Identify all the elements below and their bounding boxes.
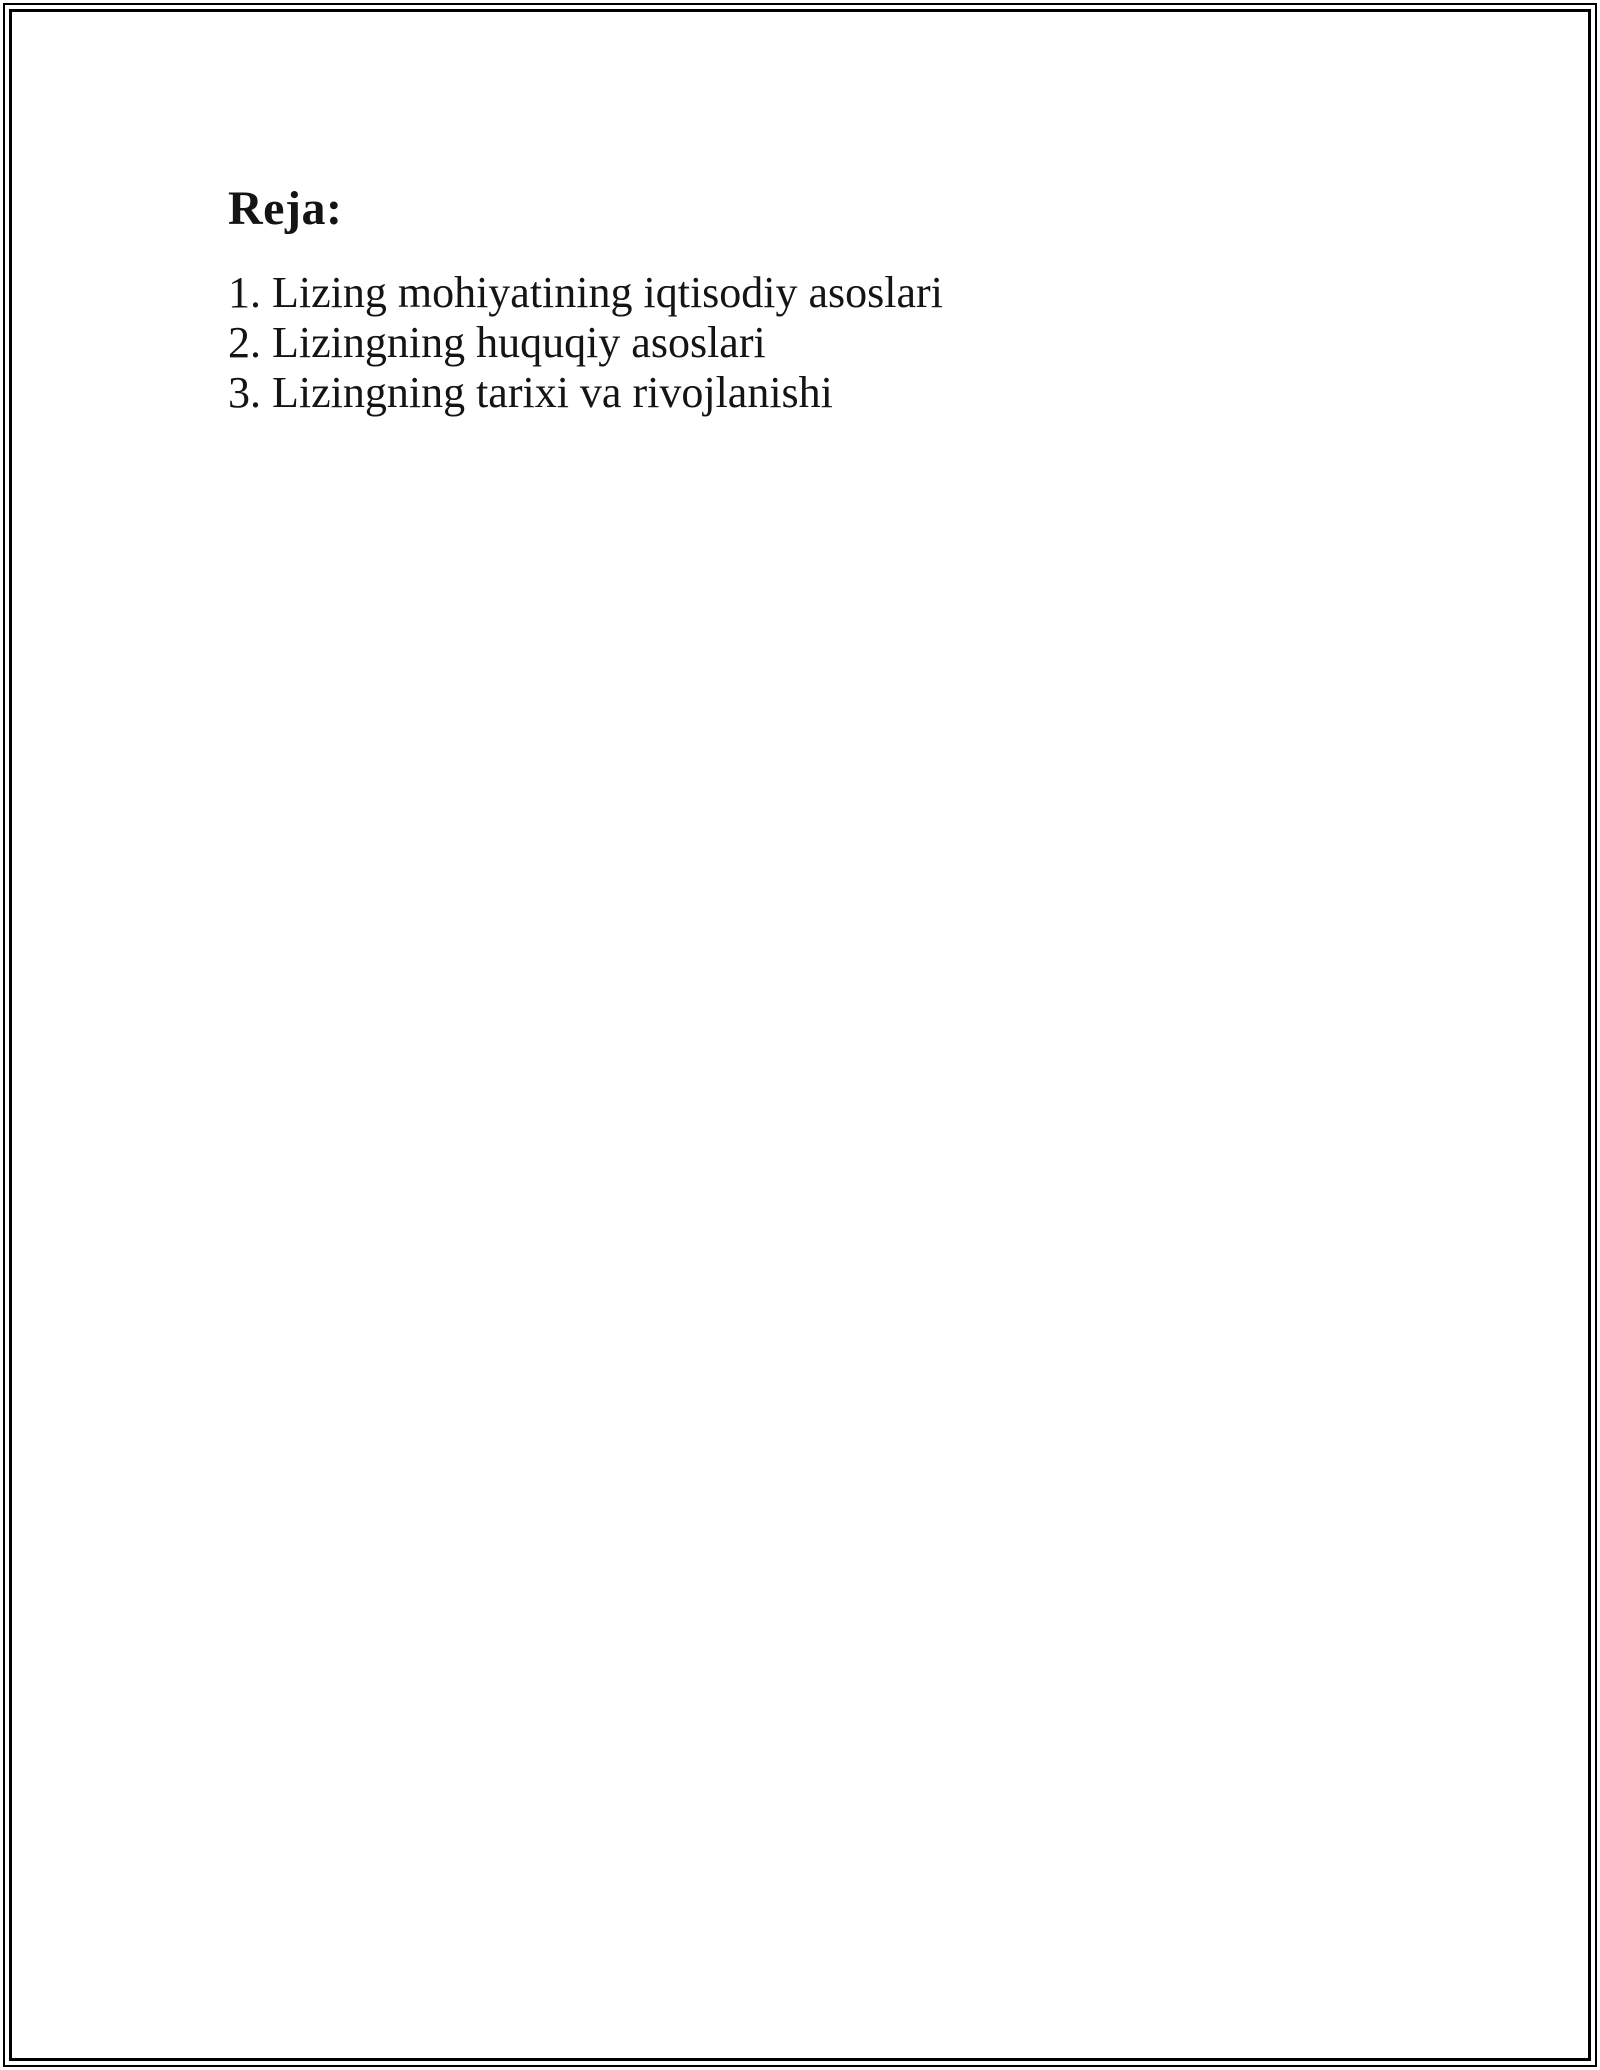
list-item: [228, 268, 1490, 318]
list-item-number: 2.: [228, 318, 261, 367]
list-item-number: 1.: [228, 268, 261, 317]
list-item-text: Lizingning huquqiy asoslari: [272, 318, 766, 367]
list-item: [228, 368, 1490, 418]
plan-list: [228, 268, 1490, 418]
list-item: [228, 318, 1490, 368]
list-item-text: Lizing mohiyatining iqtisodiy asoslari: [272, 268, 943, 317]
page-title: Reja:: [228, 182, 343, 235]
page-content: [228, 181, 1490, 418]
list-item-text: Lizingning tarixi va rivojlanishi: [272, 368, 833, 417]
list-item-number: 3.: [228, 368, 261, 417]
